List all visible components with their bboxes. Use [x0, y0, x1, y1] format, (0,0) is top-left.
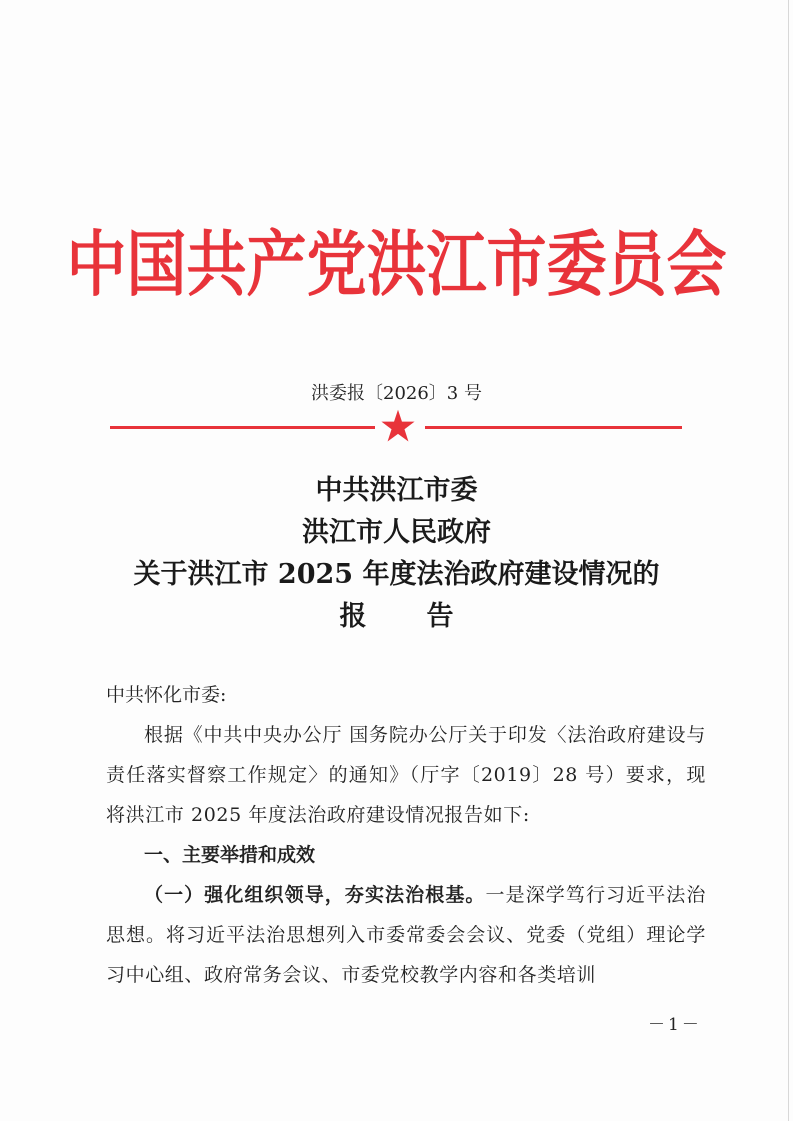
paragraph-organization: [106, 875, 706, 995]
report-title: [0, 470, 793, 638]
title-line-subject: 关于洪江市 2025 年度法治政府建设情况的: [133, 559, 660, 590]
red-rule-right: [425, 426, 682, 429]
masthead-title: 中国共产党洪江市委员会: [66, 223, 727, 307]
title-line-report: 报告: [339, 601, 514, 632]
star-icon: [380, 408, 416, 444]
paragraph-intro: 根据《中共中央办公厅 国务院办公厅关于印发〈法治政府建设与责任落实督察工作规定〉的通知》（厅字〔2019〕28 号）要求，现将洪江市 2025 年度法治政府建设情况报告如下:: [106, 724, 706, 826]
red-rule-left: [110, 426, 375, 429]
paragraph-lead: （一）强化组织领导，夯实法治根基。: [144, 884, 486, 906]
document-number: 洪委报〔2026〕3 号: [311, 383, 482, 404]
page-number: －1－: [648, 1015, 702, 1035]
title-line-government: 洪江市人民政府: [302, 517, 491, 548]
document-body: [106, 675, 706, 995]
salutation: 中共怀化市委:: [106, 684, 227, 706]
section-heading: 一、主要举措和成效: [144, 844, 316, 866]
title-line-committee: 中共洪江市委: [315, 475, 478, 506]
paragraph-text: 一是深学笃行习近平法治思想。将习近平法治思想列入市委常委会会议、党委（党组）理论学习中心组、政府常务会议、市委党校教学内容和各类培训: [106, 884, 707, 986]
